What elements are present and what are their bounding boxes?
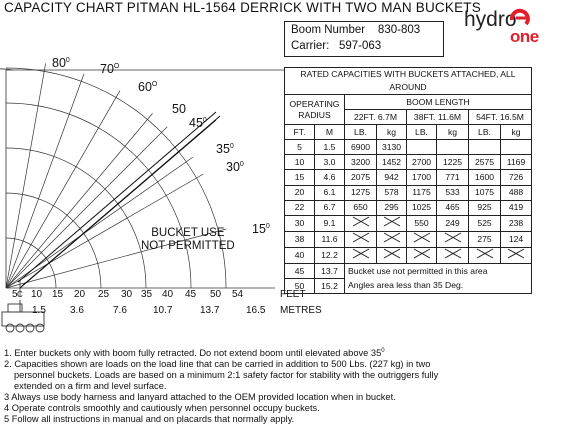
note-row-ft: 50 — [285, 279, 315, 294]
capacity-cell: 295 — [377, 200, 407, 215]
unit-cell: kg — [437, 125, 469, 140]
not-permitted-cross-icon — [501, 247, 532, 263]
capacity-cell: 925 — [469, 200, 501, 215]
unit-cell: FT. — [285, 125, 315, 140]
capacity-cell: 578 — [377, 185, 407, 200]
angle-label: $60^O$ — [138, 80, 158, 94]
metre-tick: 16.5 — [246, 305, 266, 316]
not-permitted-cross-icon — [407, 247, 437, 263]
radius-cell: 9.1 — [315, 215, 345, 231]
note-row-2 — [285, 279, 532, 294]
carrier-row — [291, 40, 381, 52]
boom-line-mid — [20, 120, 216, 288]
metre-tick: 3.6 — [70, 305, 84, 316]
not-permitted-cross-icon — [345, 215, 377, 231]
angle-label: $80^0$ — [52, 56, 70, 70]
capacity-cell: 6900 — [345, 140, 377, 155]
not-permitted-cross-icon — [345, 231, 377, 247]
metre-tick: 10.7 — [153, 305, 173, 316]
boom-line-upper — [18, 112, 216, 282]
capacity-cell: 2700 — [407, 155, 437, 170]
radius-cell: 12.2 — [315, 247, 345, 263]
radius-cell: 11.6 — [315, 231, 345, 247]
boom-number-value: 830-803 — [377, 24, 421, 36]
note-row-1 — [285, 263, 532, 278]
note-2: 2. Capacities shown are loads on the load line that can be carried in addition to 500 Lbs. (227 kg) in two — [4, 359, 431, 370]
boom-number-row — [291, 24, 420, 36]
centerline-label: C — [17, 290, 23, 299]
radius-cell: 6.7 — [315, 200, 345, 215]
feet-tick: 15 — [52, 289, 64, 300]
capacity-cell: 1225 — [437, 155, 469, 170]
unit-row — [285, 125, 532, 140]
not-permitted-cross-icon — [377, 231, 407, 247]
radius-cell: 6.1 — [315, 185, 345, 200]
capacity-cell: 1700 — [407, 170, 437, 185]
angle-label: $15^0$ — [252, 222, 270, 236]
note-3: 3 Always use body harness and lanyard attached to the OEM provided location when in bucket. — [4, 392, 396, 403]
bucket-note-line1: BUCKET USE — [151, 227, 225, 239]
logo-hydro-text: hydro — [464, 8, 517, 31]
capacity-row — [285, 140, 532, 155]
capacity-cell: 650 — [345, 200, 377, 215]
capacity-cell: 2575 — [469, 155, 501, 170]
angle-label: $30^0$ — [226, 160, 244, 174]
not-permitted-cross-icon — [377, 215, 407, 231]
capacity-row — [285, 170, 532, 185]
length-11.6m: 11.6M — [437, 111, 462, 122]
radius-cell: 30 — [285, 215, 315, 231]
feet-tick: 5 — [12, 289, 18, 300]
rated-capacity-table — [284, 67, 532, 294]
radius-cell: 20 — [285, 185, 315, 200]
angle-label: 50 — [172, 102, 186, 116]
note-4: 4 Operate controls smoothly and cautiously when personnel occupy buckets. — [4, 403, 320, 414]
note-row-text: Bucket use not permitted in this area — [345, 263, 532, 278]
carrier-label: Carrier: — [291, 40, 330, 52]
length-16.5m: 16.5M — [500, 111, 524, 122]
capacity-cell: 525 — [469, 215, 501, 231]
note-row-ft: 45 — [285, 263, 315, 278]
bucket-not-permitted-note — [141, 227, 235, 253]
radius-cell: 3.0 — [315, 155, 345, 170]
angle-label: $70^O$ — [100, 62, 120, 76]
capacity-cell: 1075 — [469, 185, 501, 200]
capacity-cell: 1175 — [407, 185, 437, 200]
logo-one-text: one — [510, 27, 539, 46]
feet-tick: 54 — [232, 289, 244, 300]
capacity-cell: 1600 — [469, 170, 501, 185]
capacity-cell: 3200 — [345, 155, 377, 170]
capacity-cell: 1025 — [407, 200, 437, 215]
not-permitted-cross-icon — [437, 247, 469, 263]
capacity-cell: 942 — [377, 170, 407, 185]
feet-tick: 30 — [121, 289, 133, 300]
capacity-cell: 488 — [501, 185, 532, 200]
unit-cell: kg — [377, 125, 407, 140]
instruction-notes — [4, 346, 564, 425]
length-6.7m: 6.7M — [377, 111, 397, 122]
capacity-row — [285, 247, 532, 263]
capacity-cell: 419 — [501, 200, 532, 215]
note-row-text: Angles area less than 35 Deg. — [345, 279, 532, 294]
not-permitted-cross-icon — [469, 247, 501, 263]
angle-label: $35^0$ — [216, 142, 234, 156]
table-caption: RATED CAPACITIES WITH BUCKETS ATTACHED, ALL AROUND — [285, 68, 532, 95]
capacity-row — [285, 200, 532, 215]
capacity-cell: 275 — [469, 231, 501, 247]
capacity-cell: 533 — [437, 185, 469, 200]
radius-cell: 22 — [285, 200, 315, 215]
capacity-row — [285, 155, 532, 170]
note-row-m: 13.7 — [315, 263, 345, 278]
unit-cell: LB. — [345, 125, 377, 140]
length-38ft: 38FT. — [413, 111, 436, 122]
feet-axis-label: FEET — [280, 289, 306, 300]
unit-cell: LB. — [469, 125, 501, 140]
capacity-cell — [501, 140, 532, 155]
metre-tick: 7.6 — [113, 305, 127, 316]
note-1-degree: 0 — [381, 348, 385, 354]
not-permitted-cross-icon — [345, 247, 377, 263]
capacity-cell: 124 — [501, 231, 532, 247]
note-2-cont2: extended on a firm and level surface. — [14, 381, 167, 392]
note-1: 1. Enter buckets only with boom fully retracted. Do not extend boom until elevated above $35^0$ — [4, 348, 385, 359]
length-22ft: 22FT. — [354, 111, 376, 122]
radius-cell: 38 — [285, 231, 315, 247]
capacity-row — [285, 215, 532, 231]
capacity-cell: 465 — [437, 200, 469, 215]
metre-tick: 13.7 — [200, 305, 220, 316]
boom-length-header: BOOM LENGTH — [345, 95, 532, 110]
radius-cell: 4.6 — [315, 170, 345, 185]
radius-cell: 5 — [285, 140, 315, 155]
angle-ray — [6, 74, 84, 288]
hydro-one-logo — [458, 6, 562, 50]
capacity-cell: 550 — [407, 215, 437, 231]
operating-radius-header: OPERATING RADIUS — [285, 95, 345, 125]
feet-tick: 40 — [162, 289, 174, 300]
not-permitted-cross-icon — [377, 247, 407, 263]
capacity-cell: 2075 — [345, 170, 377, 185]
capacity-cell — [469, 140, 501, 155]
length-54ft: 54FT. — [476, 111, 498, 122]
capacity-cell: 3130 — [377, 140, 407, 155]
radius-cell: 10 — [285, 155, 315, 170]
note-5: 5 Follow all instructions in manual and on placards that normally apply. — [4, 414, 295, 425]
capacity-cell — [407, 140, 437, 155]
feet-tick: 10 — [31, 289, 43, 300]
metre-tick: 1.5 — [32, 305, 46, 316]
carrier-value: 597-063 — [338, 40, 382, 52]
radius-cell: 15 — [285, 170, 315, 185]
metre-axis-label: METRES — [280, 305, 322, 316]
capacity-row — [285, 185, 532, 200]
note-2-cont: personnel buckets. Loads are based on a minimum 2:1 safety factor for stability with the outriggers fully — [14, 370, 439, 381]
radius-cell: 1.5 — [315, 140, 345, 155]
capacity-cell: 726 — [501, 170, 532, 185]
note-row-m: 15.2 — [315, 279, 345, 294]
chart-title: CAPACITY CHART PITMAN HL-1564 DERRICK WITH TWO MAN BUCKETS — [4, 0, 481, 15]
capacity-cell: 1275 — [345, 185, 377, 200]
capacity-row — [285, 231, 532, 247]
capacity-cell: 1452 — [377, 155, 407, 170]
not-permitted-cross-icon — [407, 231, 437, 247]
unit-cell: kg — [501, 125, 532, 140]
feet-tick: 50 — [210, 289, 222, 300]
capacity-cell: 249 — [437, 215, 469, 231]
radius-cell: 40 — [285, 247, 315, 263]
range-arc — [0, 69, 13, 270]
capacity-cell — [437, 140, 469, 155]
unit-cell: LB. — [407, 125, 437, 140]
feet-tick: 35 — [141, 289, 153, 300]
capacity-cell: 238 — [501, 215, 532, 231]
boom-number-label: Boom Number — [291, 24, 366, 36]
angle-label: $45^0$ — [189, 116, 207, 130]
not-permitted-cross-icon — [437, 231, 469, 247]
feet-tick: 20 — [74, 289, 86, 300]
boom-info-box — [284, 21, 444, 57]
feet-tick: 25 — [98, 289, 110, 300]
capacity-cell: 1169 — [501, 155, 532, 170]
bucket-note-line2: NOT PERMITTED — [141, 240, 235, 252]
unit-cell: M — [315, 125, 345, 140]
feet-tick: 45 — [185, 289, 197, 300]
capacity-cell: 771 — [437, 170, 469, 185]
